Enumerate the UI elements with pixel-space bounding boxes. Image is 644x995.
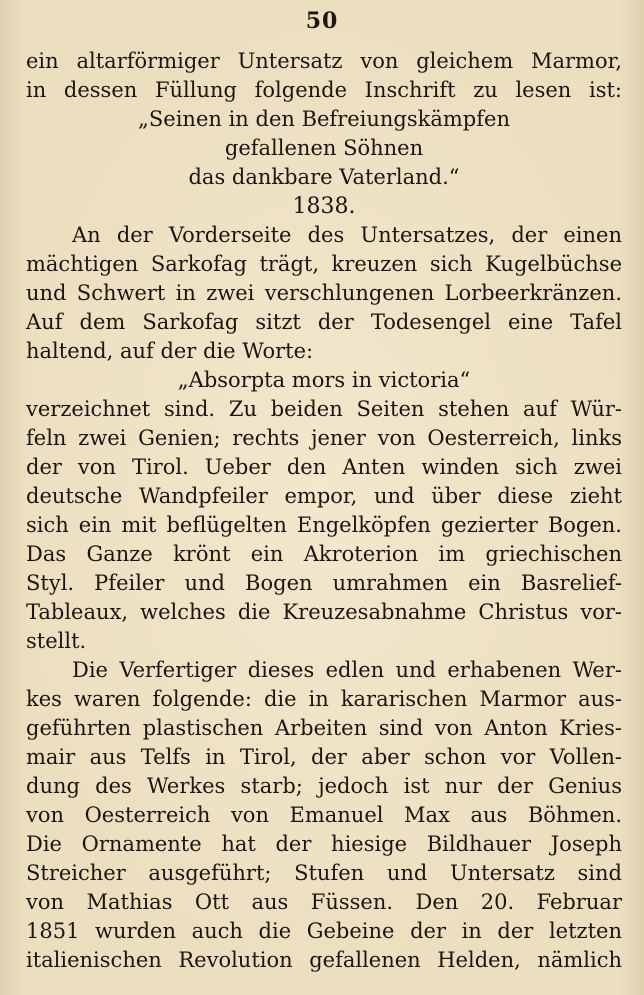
text-line: kes waren folgende: die in kararischen Marmor aus- xyxy=(26,687,622,711)
inscription-line: „Seinen in den Befreiungskämpfen xyxy=(138,107,510,131)
inscription-line: gefallenen Söhnen xyxy=(224,136,424,160)
text-line: Streicher ausgeführt; Stufen und Untersatz sind xyxy=(26,861,622,885)
text-line: Styl. Pfeiler und Bogen umrahmen ein Basrelief- xyxy=(26,571,622,595)
text-line: italienischen Revolution gefallenen Helden, nämlich xyxy=(26,948,622,972)
text-line: der von Tirol. Ueber den Anten winden sich zwei xyxy=(26,455,622,479)
text-line: und Schwert in zwei verschlungenen Lorbeerkränzen. xyxy=(26,281,622,305)
text-line: stellt. xyxy=(26,629,87,653)
text-line: Auf dem Sarkofag sitzt der Todesengel eine Tafel xyxy=(26,310,622,334)
text-line: 1851 wurden auch die Gebeine der in der letzten xyxy=(26,919,622,943)
text-line: verzeichnet sind. Zu beiden Seiten stehen auf Wür- xyxy=(26,397,622,421)
quotation-line: „Absorpta mors in victoria“ xyxy=(177,368,471,392)
text-line: von Oesterreich von Emanuel Max aus Böhmen. xyxy=(26,803,622,827)
text-line: sich ein mit beflügelten Engelköpfen gezierter Bogen. xyxy=(26,513,622,537)
page-body-text xyxy=(26,47,622,975)
text-line: ein altarförmiger Untersatz von gleichem Marmor, xyxy=(26,49,622,73)
text-line: Tableaux, welches die Kreuzesabnahme Christus vor- xyxy=(26,600,622,624)
text-line: Die Verfertiger dieses edlen und erhabenen Wer- xyxy=(72,658,622,682)
text-line: deutsche Wandpfeiler empor, und über diese zieht xyxy=(26,484,622,508)
text-line: dung des Werkes starb; jedoch ist nur der Genius xyxy=(26,774,622,798)
text-line: mair aus Telfs in Tirol, der aber schon vor Vollen- xyxy=(26,745,622,769)
text-line: feln zwei Genien; rechts jener von Oesterreich, links xyxy=(26,426,622,450)
text-line: Das Ganze krönt ein Akroterion im griechischen xyxy=(26,542,622,566)
text-line: geführten plastischen Arbeiten sind von Anton Kries- xyxy=(26,716,622,740)
text-line: in dessen Füllung folgende Inschrift zu lesen ist: xyxy=(26,78,622,102)
text-line: An der Vorderseite des Untersatzes, der einen xyxy=(72,223,622,247)
inscription-year: 1838. xyxy=(292,194,356,219)
page-number: 50 xyxy=(305,8,339,34)
inscription-line: das dankbare Vaterland.“ xyxy=(188,165,460,189)
text-line: mächtigen Sarkofag trägt, kreuzen sich Kugelbüchse xyxy=(26,252,622,276)
text-line: von Mathias Ott aus Füssen. Den 20. Februar xyxy=(26,890,622,914)
text-line: Die Ornamente hat der hiesige Bildhauer Joseph xyxy=(26,832,622,856)
text-line: haltend, auf der die Worte: xyxy=(26,339,314,363)
